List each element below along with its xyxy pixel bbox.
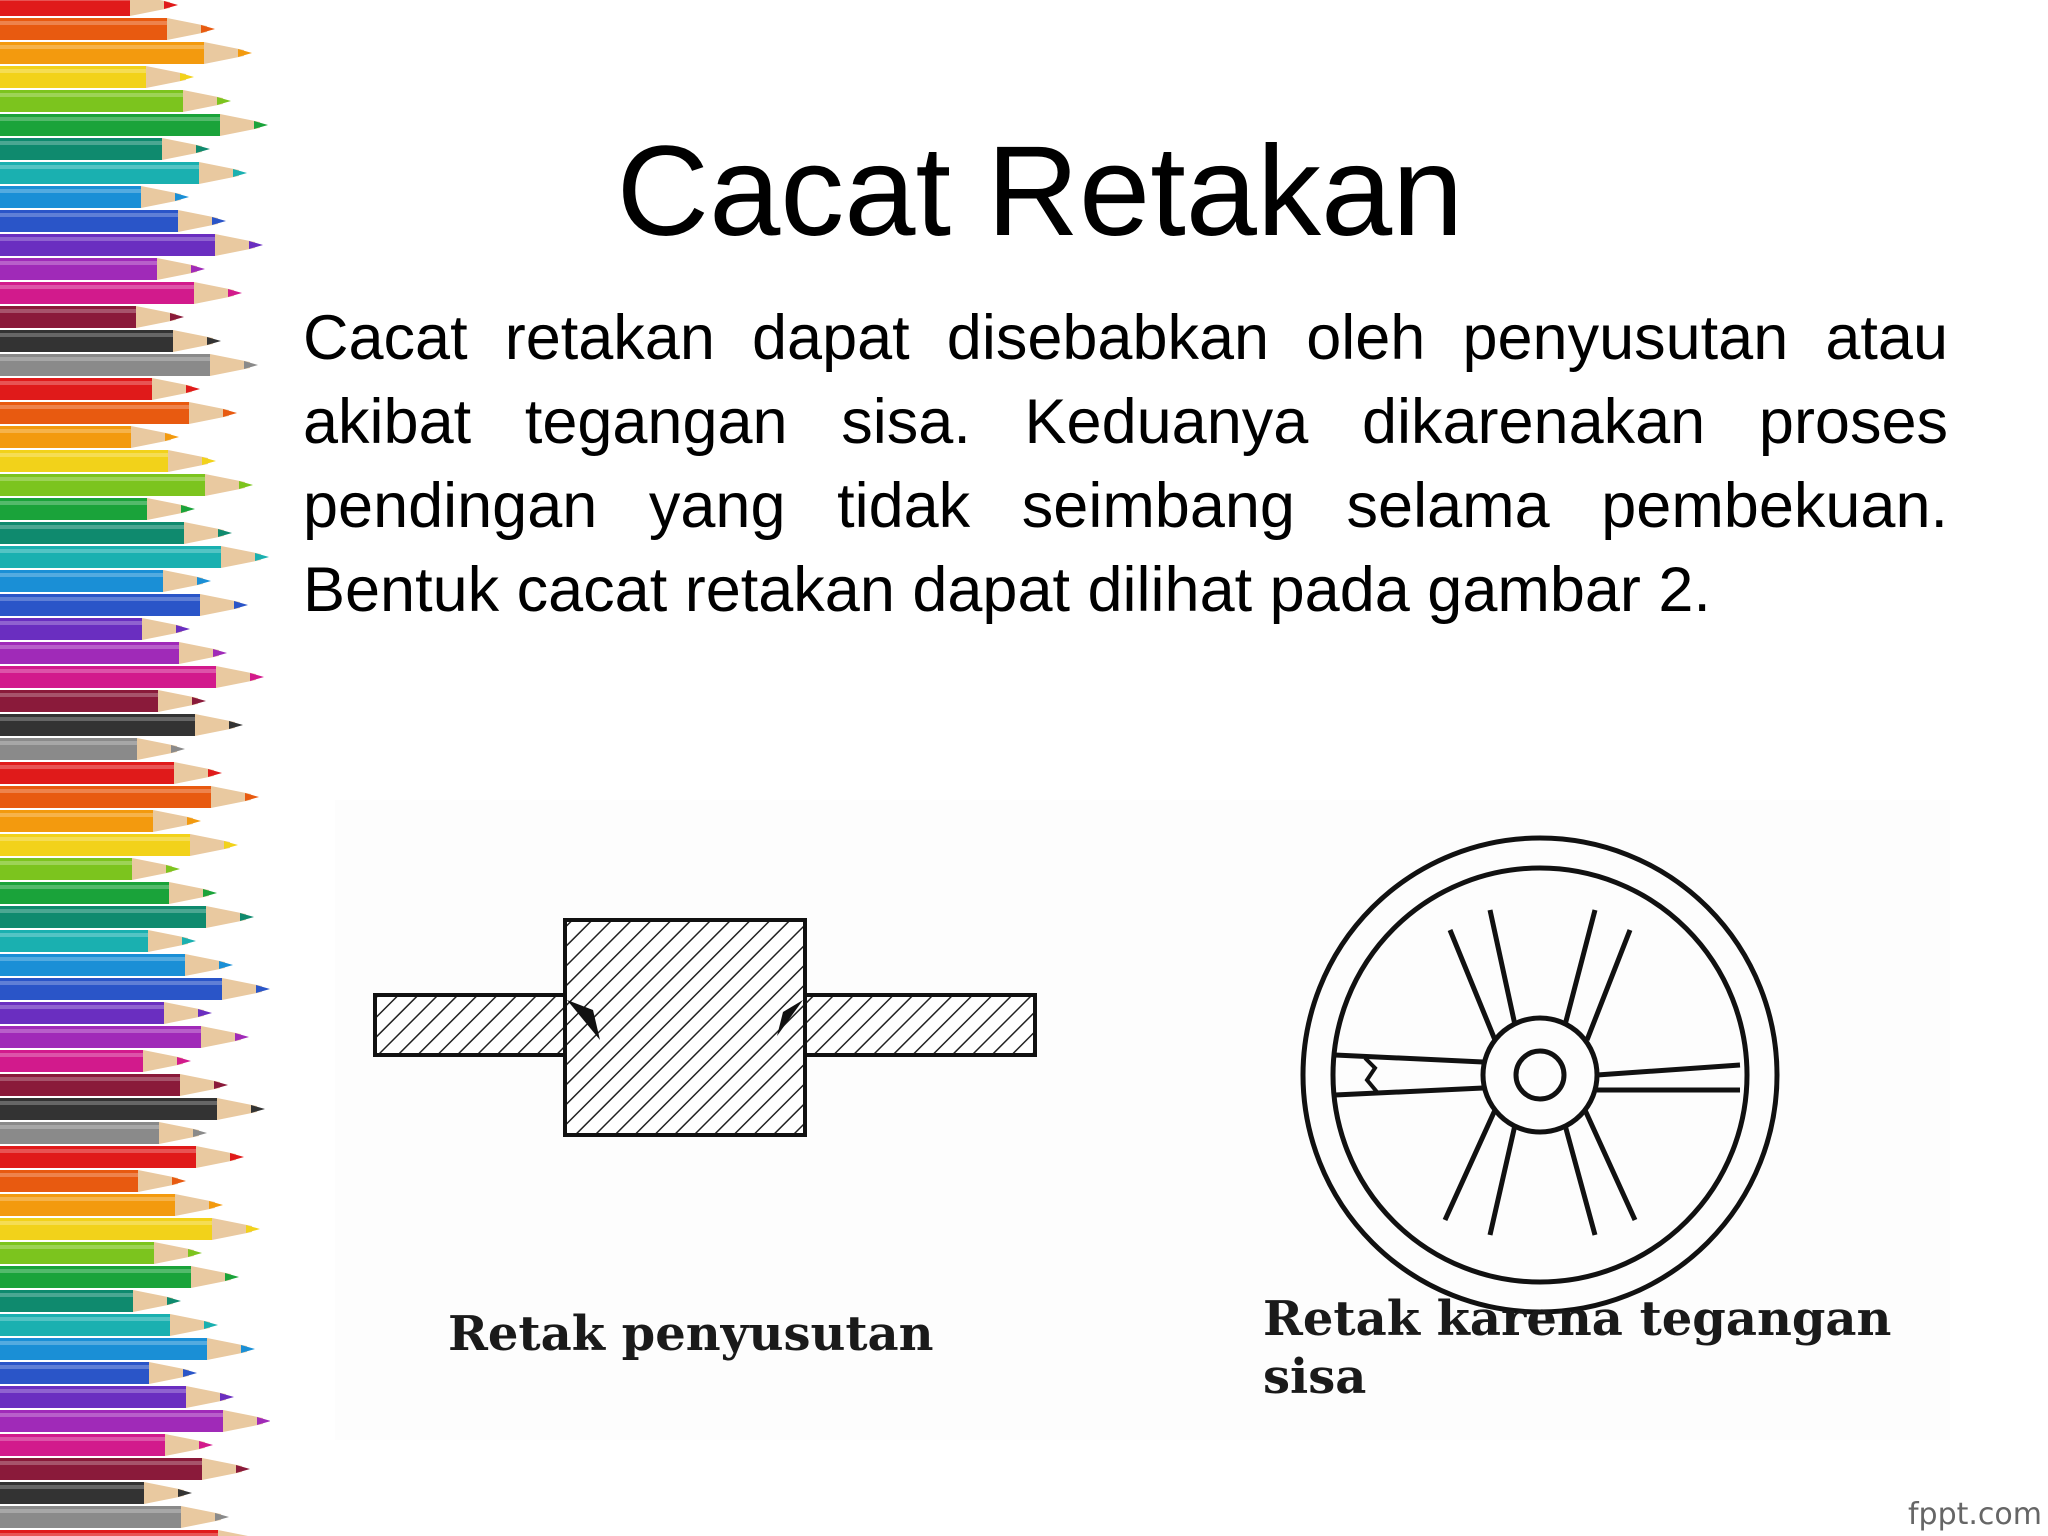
pencil-shape [0, 354, 258, 376]
pencil-shape [0, 0, 178, 16]
pencil-shape [0, 1338, 255, 1360]
pencil-shape [0, 114, 268, 136]
pencil-shape [0, 690, 206, 712]
pencil-shape [0, 1074, 228, 1096]
caption-shrinkage-crack: Retak penyusutan [448, 1306, 934, 1362]
pencil-shape [0, 1314, 218, 1336]
pencil-shape [0, 306, 184, 328]
wheel-crack-drawing [1303, 838, 1777, 1312]
pencil-shape [0, 522, 232, 544]
pencil-shape [0, 546, 269, 568]
pencil-shape [0, 618, 190, 640]
pencil-shape [0, 642, 227, 664]
footer-watermark: fppt.com [1907, 1497, 2042, 1532]
pencil-shape [0, 1218, 260, 1240]
slide-body-text: Cacat retakan dapat disebabkan oleh penyusutan atau akibat tegangan sisa. Keduanya dikarenakan proses pendingan yang tidak seimbang selama pembekuan. Bentuk cacat retakan dapat dilihat pada gambar 2. [303, 303, 1948, 625]
pencil-shape [0, 258, 205, 280]
pencil-shape [0, 378, 200, 400]
pencil-shape [0, 882, 217, 904]
pencil-shape [0, 666, 264, 688]
pencil-shape [0, 1434, 213, 1456]
pencil-shape [0, 186, 189, 208]
pencil-shape [0, 234, 263, 256]
pencil-shape [0, 1386, 234, 1408]
pencil-shape [0, 786, 259, 808]
pencil-shape [0, 1050, 191, 1072]
pencil-shape [0, 66, 194, 88]
slide-title: Cacat Retakan [616, 120, 1464, 263]
pencil-shape [0, 714, 243, 736]
pencil-shape [0, 810, 201, 832]
colored-pencils-decoration [0, 0, 270, 1536]
pencil-shape [0, 738, 185, 760]
pencil-shape [0, 1458, 250, 1480]
pencil-shape [0, 930, 196, 952]
pencil-shape [0, 18, 215, 40]
pencil-shape [0, 978, 270, 1000]
pencil-shape [0, 426, 179, 448]
pencil-shape [0, 858, 180, 880]
pencil-shape [0, 474, 253, 496]
pencil-shape [0, 1002, 212, 1024]
pencil-shape [0, 954, 233, 976]
figure-crack-defects [335, 800, 1950, 1440]
pencil-shape [0, 1362, 197, 1384]
pencil-shape [0, 1194, 223, 1216]
pencil-shape [0, 1266, 239, 1288]
pencil-shape [0, 906, 254, 928]
pencil-shape [0, 1290, 181, 1312]
pencil-shape [0, 138, 210, 160]
pencil-shape [0, 594, 248, 616]
pencil-shape [0, 210, 226, 232]
pencil-shape [0, 1506, 229, 1528]
pencil-shape [0, 1098, 265, 1120]
pencil-shape [0, 834, 238, 856]
pencil-shape [0, 498, 195, 520]
pencil-shape [0, 330, 221, 352]
pencil-shape [0, 1170, 186, 1192]
pencil-shape [0, 762, 222, 784]
pencil-shape [0, 1530, 266, 1536]
pencil-shape [0, 1146, 244, 1168]
pencil-shape [0, 162, 247, 184]
pencil-shape [0, 90, 231, 112]
pencil-shape [0, 1410, 270, 1432]
shrinkage-crack-drawing [375, 920, 1035, 1135]
pencil-shape [0, 402, 237, 424]
pencil-shape [0, 450, 216, 472]
pencil-shape [0, 1482, 192, 1504]
pencil-shape [0, 570, 211, 592]
pencil-shape [0, 1242, 202, 1264]
pencil-shape [0, 282, 242, 304]
pencil-shape [0, 42, 252, 64]
pencil-shape [0, 1026, 249, 1048]
pencil-shape [0, 1122, 207, 1144]
caption-residual-stress-crack: Retak karena tegangan sisa [1263, 1291, 1892, 1405]
